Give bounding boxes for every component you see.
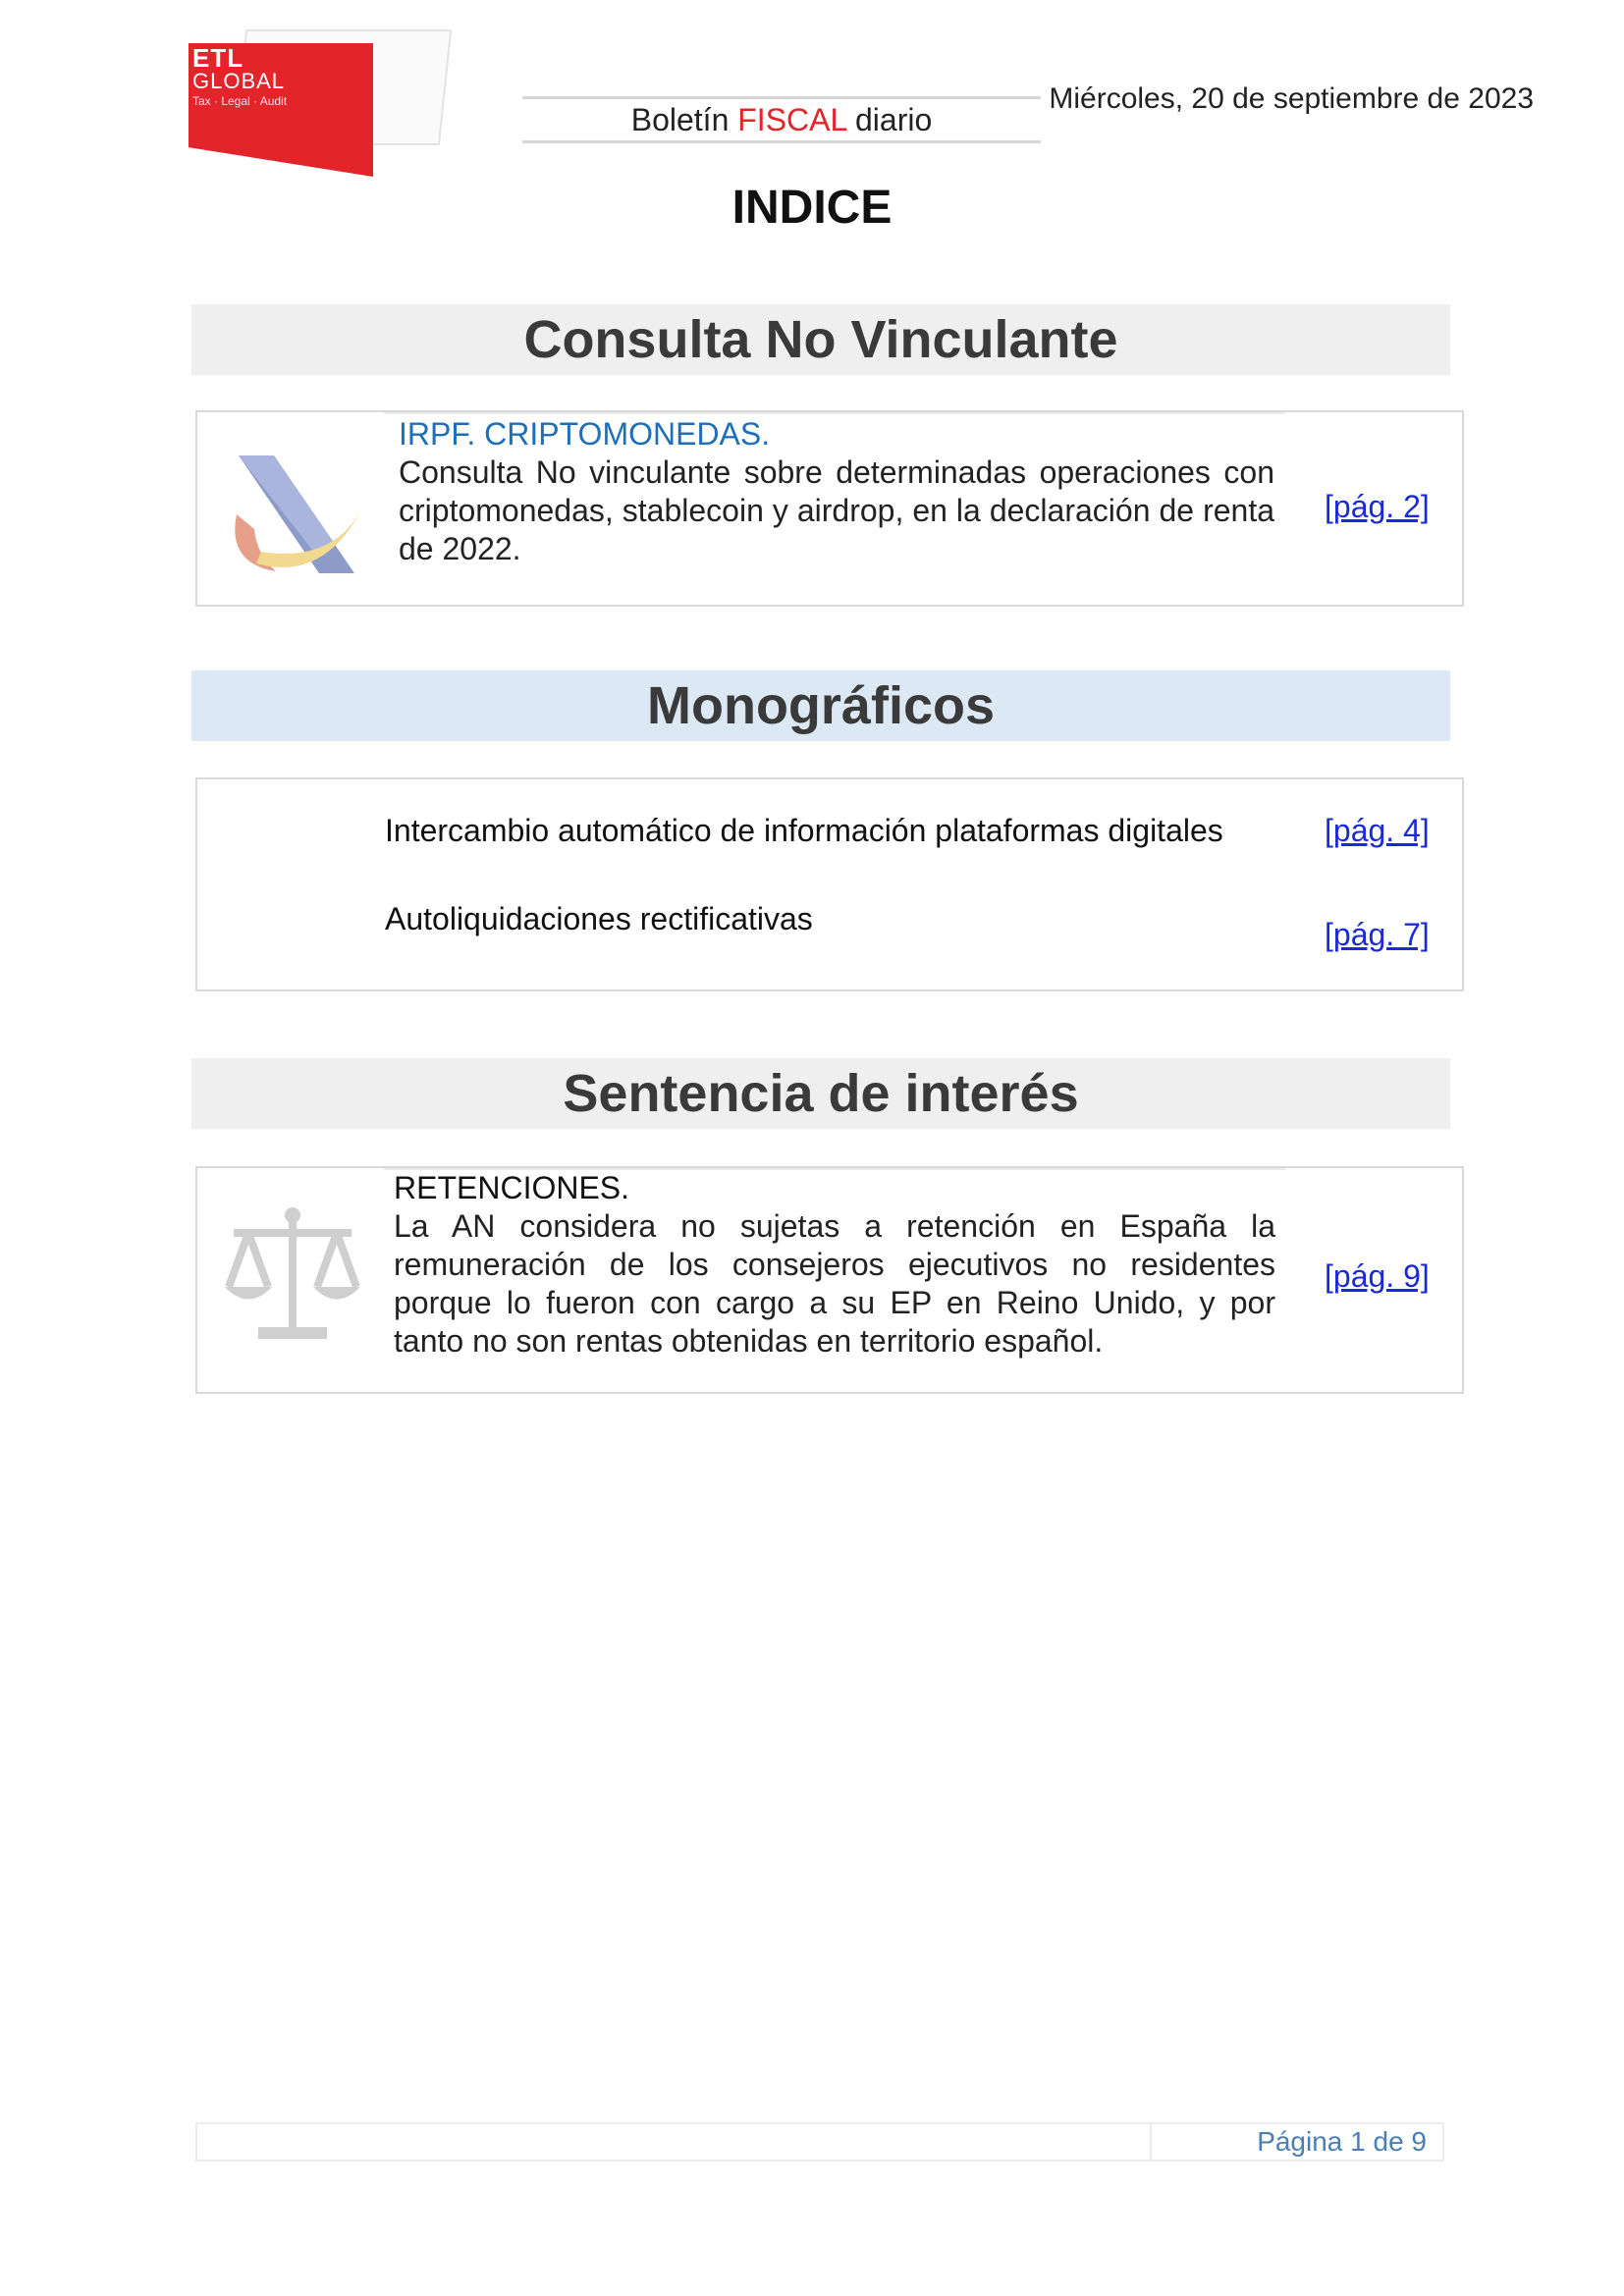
sentencia-entry	[195, 1166, 1464, 1394]
consulta-entry	[195, 410, 1464, 607]
monografico-item-1-page-link[interactable]: [pág. 4]	[1325, 813, 1430, 848]
monografico-item-2-page-link[interactable]: [pág. 7]	[1325, 917, 1430, 952]
bulletin-title: Boletín FISCAL diario	[522, 96, 1041, 143]
consulta-page-link[interactable]: [pág. 2]	[1325, 489, 1430, 524]
monografico-item-2-title: Autoliquidaciones rectificativas	[385, 901, 813, 936]
section-consulta-title: Consulta No Vinculante	[191, 304, 1450, 375]
scales-of-justice-icon	[219, 1203, 366, 1351]
consulta-item-title: IRPF. CRIPTOMONEDAS.	[399, 416, 771, 452]
index-title: INDICE	[731, 182, 893, 234]
consulta-item-body: Consulta No vinculante sobre determinadas operaciones con criptomonedas, stablecoin y airdrop, en la declaración de renta de 2022.	[399, 454, 1274, 566]
page-number: Página 1 de 9	[1257, 2126, 1427, 2157]
bulletin-accent: FISCAL	[737, 102, 847, 137]
sentencia-page-link[interactable]: [pág. 9]	[1325, 1258, 1430, 1294]
monografico-item-1-title: Intercambio automático de información plataformas digitales	[385, 813, 1223, 848]
header-date: Miércoles, 20 de septiembre de 2023	[1049, 82, 1534, 115]
section-sentencia-title: Sentencia de interés	[191, 1058, 1450, 1129]
monograficos-entries	[195, 777, 1464, 991]
etl-global-logo: ETL GLOBAL Tax · Legal · Audit	[189, 29, 446, 149]
aeat-logo-icon	[217, 436, 364, 583]
sentencia-item-title: RETENCIONES.	[394, 1170, 630, 1205]
section-monograficos-title: Monográficos	[191, 670, 1450, 741]
page-footer	[195, 2122, 1444, 2162]
sentencia-item-body: La AN considera no sujetas a retención en España la remuneración de los consejeros ejecutivos no residentes porque lo fueron con cargo a su EP en Reino Unido, y por tanto no son rentas obtenidas en territorio español.	[394, 1208, 1275, 1359]
